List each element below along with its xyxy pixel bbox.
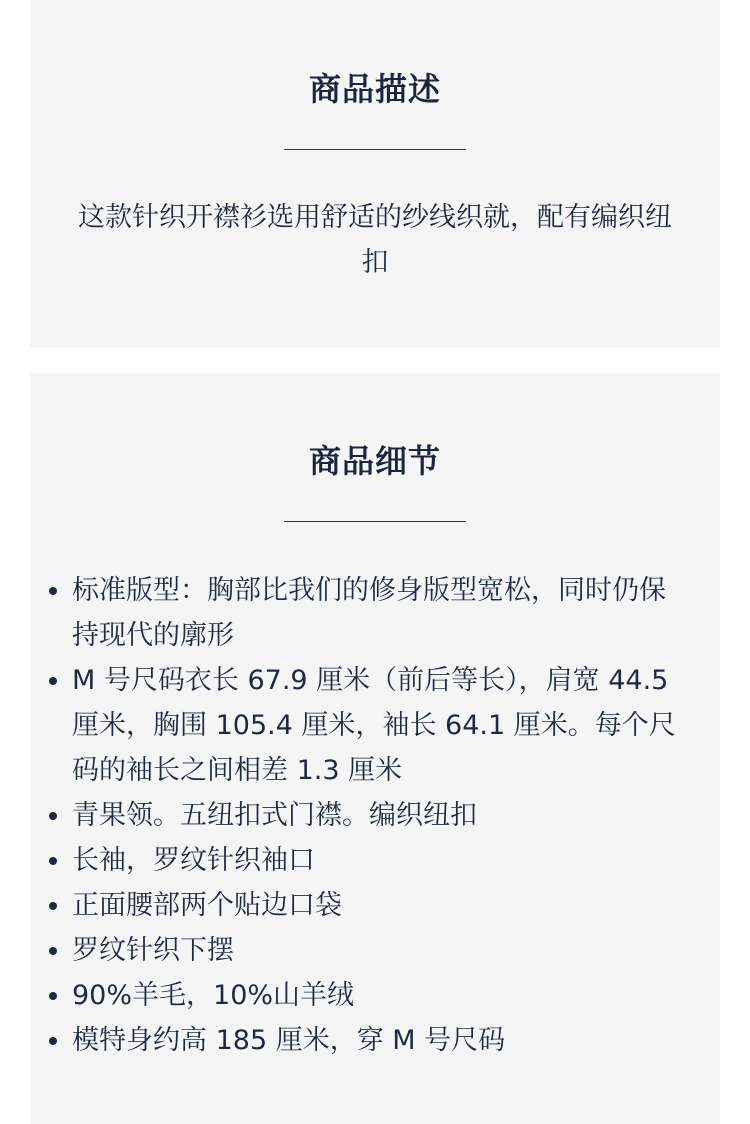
- bullet-icon: [49, 1037, 57, 1045]
- detail-item-sleeves: [72, 838, 680, 883]
- product-description-title: 商品描述: [308, 70, 441, 108]
- detail-item-measurements: [72, 658, 680, 793]
- product-description-card: [30, 0, 720, 348]
- detail-item-collar: [72, 793, 680, 838]
- detail-item-text: 90%羊毛，10%山羊绒: [72, 980, 355, 1011]
- bullet-icon: [49, 812, 57, 820]
- detail-item-text: 标准版型：胸部比我们的修身版型宽松，同时仍保持现代的廓形: [72, 575, 666, 651]
- detail-item-text: 长袖，罗纹针织袖口: [72, 845, 315, 876]
- detail-item-fit: [72, 568, 680, 658]
- detail-item-material: [72, 973, 680, 1018]
- title-divider: [284, 149, 466, 150]
- detail-item-pockets: [72, 883, 680, 928]
- detail-item-hem: [72, 928, 680, 973]
- bullet-icon: [49, 902, 57, 910]
- bullet-icon: [49, 857, 57, 865]
- product-details-list: [30, 568, 720, 1063]
- bullet-icon: [49, 677, 57, 685]
- detail-item-model-size: [72, 1018, 680, 1063]
- detail-item-text: 罗纹针织下摆: [72, 935, 234, 966]
- title-divider: [284, 521, 466, 522]
- bullet-icon: [49, 587, 57, 595]
- product-details-title: 商品细节: [308, 442, 441, 480]
- detail-item-text: 模特身约高 185 厘米，穿 M 号尺码: [72, 1025, 506, 1056]
- detail-item-text: 正面腰部两个贴边口袋: [72, 890, 342, 921]
- bullet-icon: [49, 992, 57, 1000]
- bullet-icon: [49, 947, 57, 955]
- detail-item-text: 青果领。五纽扣式门襟。编织纽扣: [72, 800, 477, 831]
- product-description-text: 这款针织开襟衫选用舒适的纱线织就，配有编织纽扣: [78, 202, 672, 278]
- product-details-card: [30, 373, 720, 1124]
- detail-item-text: M 号尺码衣长 67.9 厘米（前后等长），肩宽 44.5 厘米，胸围 105.4 厘米，袖长 64.1 厘米。每个尺码的袖长之间相差 1.3 厘米: [72, 665, 676, 786]
